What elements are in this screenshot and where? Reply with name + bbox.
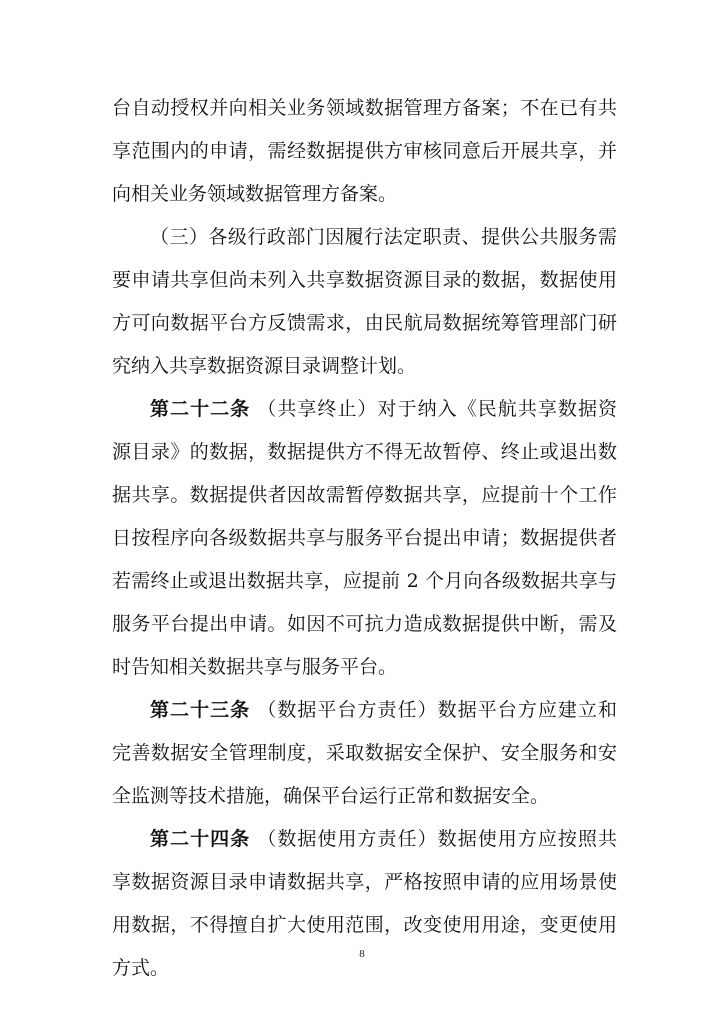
body-line-12: 若需终止或退出数据共享，应提前 2 个月向各级数据共享与 bbox=[112, 570, 617, 592]
body-line-17: 全监测等技术措施，确保平台运行正常和数据安全。 bbox=[112, 785, 550, 807]
body-line-14: 时告知相关数据共享与服务平台。 bbox=[112, 656, 398, 678]
body-line-10: 据共享。数据提供者因故需暂停数据共享，应提前十个工作 bbox=[112, 484, 617, 506]
body-line-9: 源目录》的数据，数据提供方不得无故暂停、终止或退出数 bbox=[112, 441, 617, 463]
article-23-text: （数据平台方责任）数据平台方应建立和 bbox=[257, 699, 617, 721]
body-line-6: 方可向数据平台方反馈需求，由民航局数据统筹管理部门研 bbox=[112, 312, 617, 334]
body-line-21: 方式。 bbox=[112, 957, 170, 979]
page-number: 8 bbox=[359, 948, 365, 960]
article-23-line-1 bbox=[150, 694, 617, 726]
article-24-line-1 bbox=[150, 823, 617, 855]
body-line-11: 日按程序向各级数据共享与服务平台提出申请；数据提供者 bbox=[112, 527, 617, 549]
body-line-4: （三）各级行政部门因履行法定职责、提供公共服务需 bbox=[150, 226, 617, 248]
body-line-5: 要申请共享但尚未列入共享数据资源目录的数据，数据使用 bbox=[112, 269, 617, 291]
body-line-3: 向相关业务领域数据管理方备案。 bbox=[112, 183, 398, 205]
body-line-16: 完善数据安全管理制度，采取数据安全保护、安全服务和安 bbox=[112, 742, 617, 764]
body-line-2: 享范围内的申请，需经数据提供方审核同意后开展共享，并 bbox=[112, 140, 617, 162]
article-22-line-1 bbox=[150, 393, 617, 425]
article-23-title: 第二十三条 bbox=[150, 699, 251, 721]
article-22-text: （共享终止）对于纳入《民航共享数据资 bbox=[257, 398, 617, 420]
body-line-20: 用数据，不得擅自扩大使用范围，改变使用用途，变更使用 bbox=[112, 914, 617, 936]
body-line-13: 服务平台提出申请。如因不可抗力造成数据提供中断，需及 bbox=[112, 613, 617, 635]
body-line-19: 享数据资源目录申请数据共享，严格按照申请的应用场景使 bbox=[112, 871, 617, 893]
body-line-7: 究纳入共享数据资源目录调整计划。 bbox=[112, 355, 417, 377]
article-24-title: 第二十四条 bbox=[150, 828, 251, 850]
body-line-1: 台自动授权并向相关业务领域数据管理方备案；不在已有共 bbox=[112, 97, 617, 119]
article-24-text: （数据使用方责任）数据使用方应按照共 bbox=[257, 828, 617, 850]
article-22-title: 第二十二条 bbox=[150, 398, 251, 420]
